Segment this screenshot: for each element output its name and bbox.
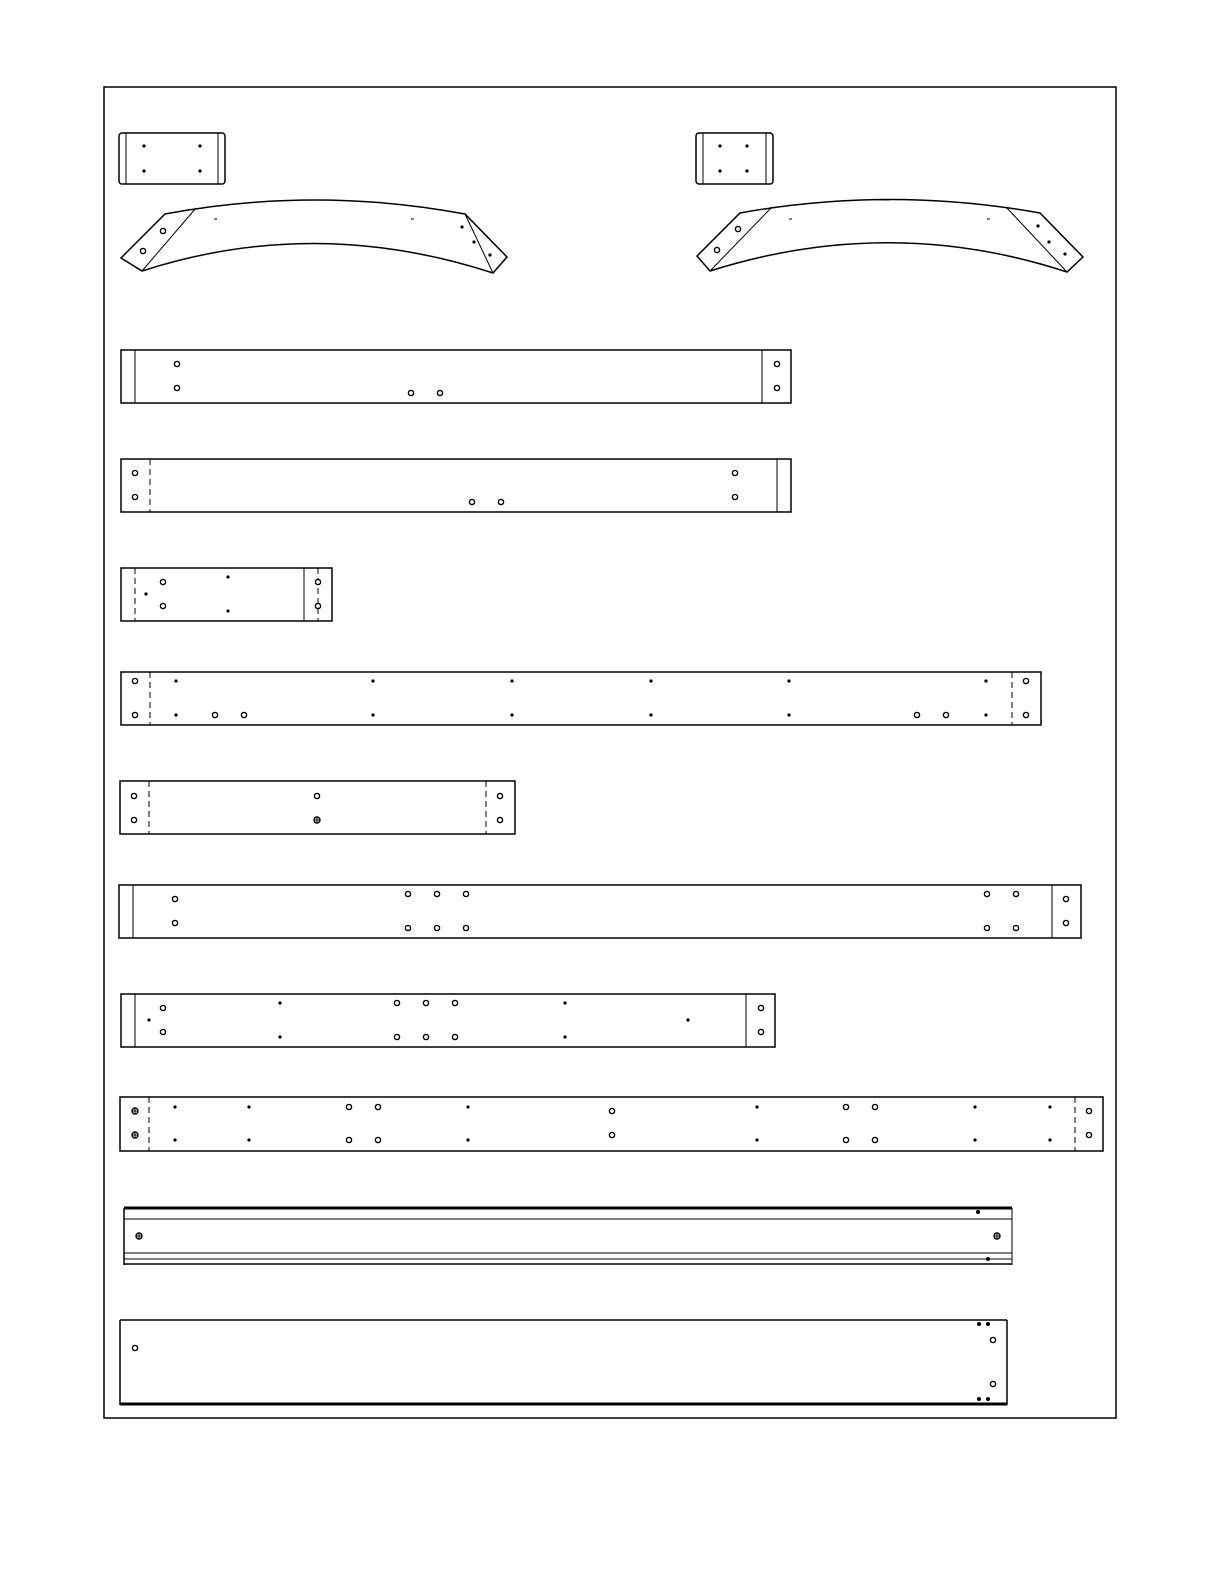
- rail-9: [124, 1208, 1012, 1265]
- board-2: [121, 459, 791, 512]
- panel-10: [120, 1320, 1007, 1405]
- plate-1: [119, 133, 225, 184]
- board-7: [121, 994, 775, 1047]
- drawing-border: [104, 87, 1116, 1418]
- board-1: [121, 350, 791, 403]
- board-3: [121, 568, 332, 621]
- board-6: [119, 885, 1081, 938]
- plate-2: [696, 133, 773, 184]
- board-5: [120, 781, 515, 834]
- board-8: [120, 1097, 1103, 1151]
- board-4: [121, 672, 1041, 725]
- curved-arm-2: [697, 200, 1083, 273]
- curved-arm-1: [121, 200, 507, 273]
